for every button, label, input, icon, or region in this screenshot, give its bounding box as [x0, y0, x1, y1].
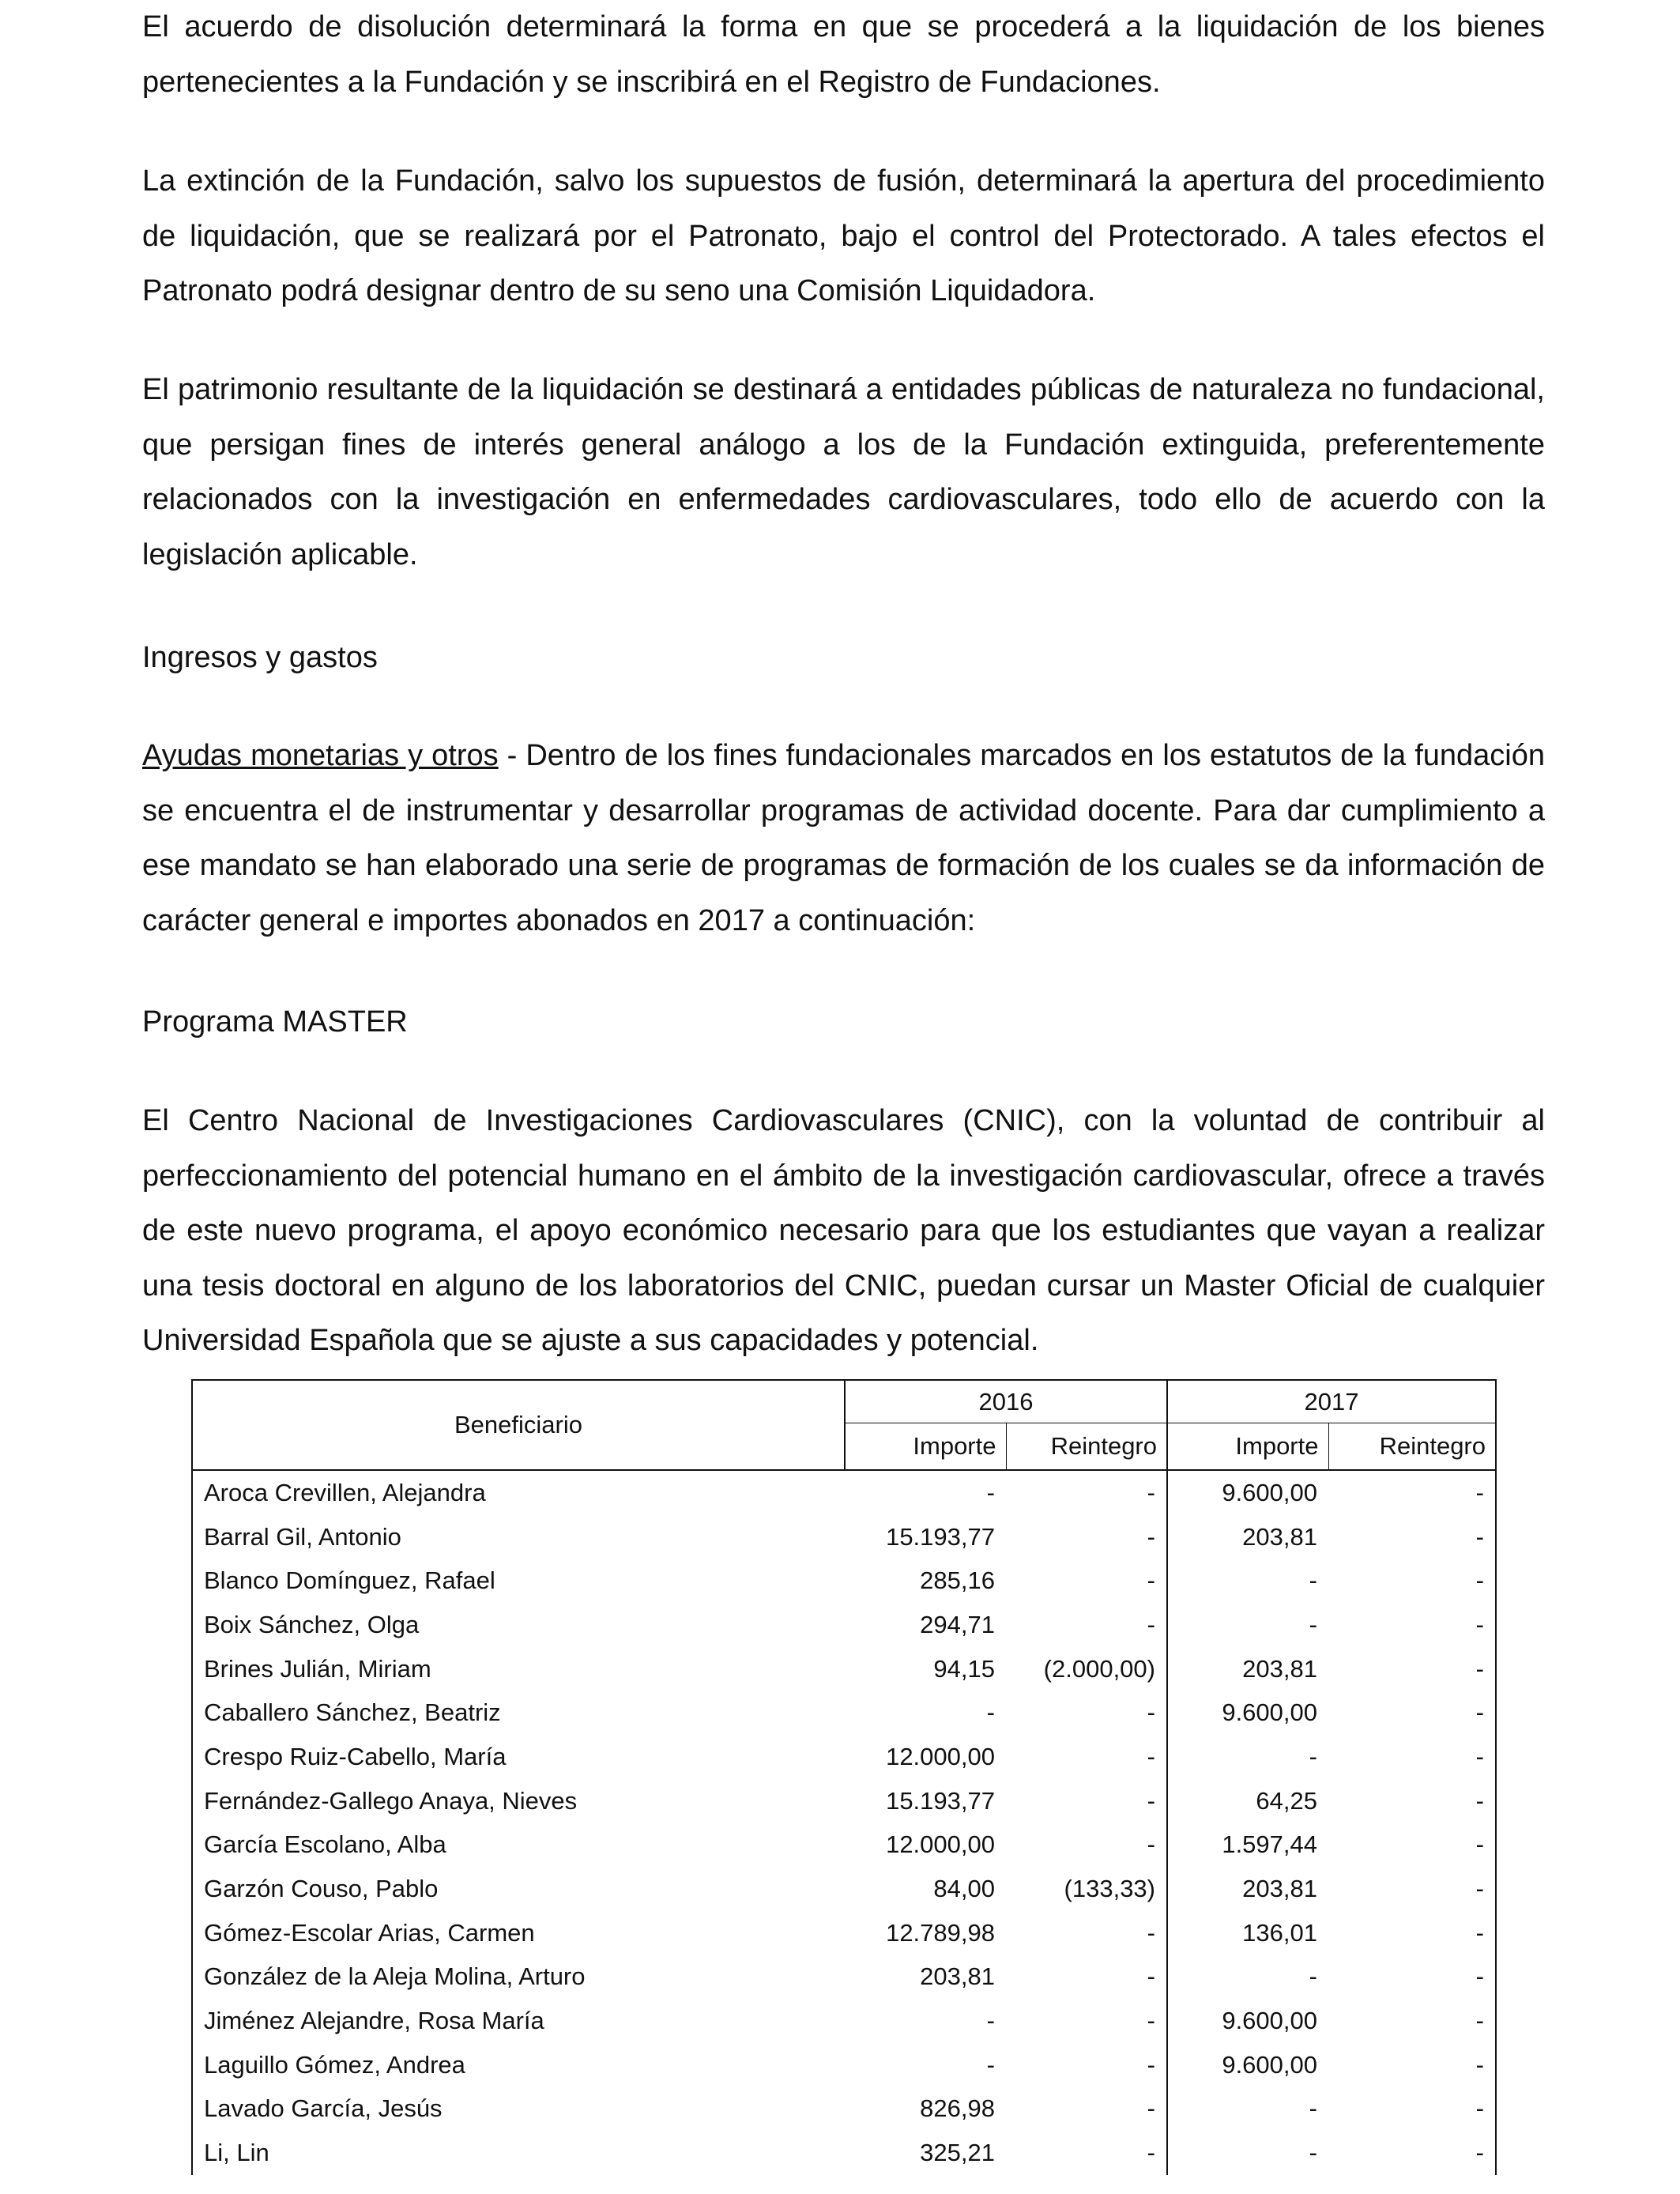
- cell-reintegro-2017: -: [1328, 1515, 1496, 1559]
- table-row: [192, 1515, 1496, 1559]
- cell-reintegro-2016: (2.000,00): [1006, 1647, 1167, 1691]
- cell-importe-2017: -: [1309, 1962, 1317, 1991]
- header-importe-2017: Importe: [1167, 1423, 1328, 1470]
- cell-beneficiario: Barral Gil, Antonio: [192, 1515, 845, 1559]
- cell-beneficiario: Brines Julián, Miriam: [192, 1647, 845, 1691]
- header-importe-2016: Importe: [845, 1423, 1006, 1470]
- section-heading-programa-master: Programa MASTER: [142, 1005, 408, 1039]
- cell-beneficiario: García Escolano, Alba: [192, 1823, 845, 1868]
- cell-importe-2017: 64,25: [1256, 1786, 1317, 1815]
- cell-beneficiario: Lavado García, Jesús: [192, 2087, 845, 2132]
- cell-beneficiario: Blanco Domínguez, Rafael: [192, 1559, 845, 1603]
- cell-reintegro-2016: -: [1006, 1691, 1167, 1735]
- cell-reintegro-2016: -: [1006, 1999, 1167, 2043]
- cell-beneficiario: Aroca Crevillen, Alejandra: [192, 1470, 845, 1515]
- cell-reintegro-2017: -: [1328, 1691, 1496, 1735]
- cell-reintegro-2016: -: [1006, 1735, 1167, 1779]
- cell-importe-2016: 294,71: [920, 1610, 995, 1638]
- section-heading-ingresos-gastos: Ingresos y gastos: [142, 641, 378, 674]
- cell-importe-2017: 9.600,00: [1222, 2050, 1317, 2079]
- cell-importe-2017: -: [1309, 1742, 1317, 1770]
- cell-reintegro-2016: -: [1006, 1470, 1167, 1515]
- cell-beneficiario: Fernández-Gallego Anaya, Nieves: [192, 1779, 845, 1823]
- cell-beneficiario: Li, Lin: [192, 2131, 845, 2175]
- header-reintegro-2017: Reintegro: [1328, 1423, 1496, 1470]
- paragraph-cnic-program: El Centro Nacional de Investigaciones Cardiovasculares (CNIC), con la voluntad de contribuir al perfeccionamiento del potencial humano en el ámbito de la investigación cardiovascular, ofrece a través de este nuevo programa, el apoyo económico necesario para que los estudiantes que vayan a realizar una tesis doctoral en alguno de los laboratorios del CNIC, puedan cursar un Master Oficial de cualquier Universidad Española que se ajuste a sus capacidades y potencial.: [142, 1104, 1545, 1357]
- header-year-2016: 2016: [845, 1380, 1167, 1423]
- cell-importe-2017: 9.600,00: [1222, 1698, 1317, 1727]
- cell-importe-2017: 9.600,00: [1222, 2007, 1317, 2035]
- cell-reintegro-2016: -: [1006, 2043, 1167, 2087]
- table-row: [192, 2087, 1496, 2132]
- cell-importe-2016: 84,00: [933, 1875, 995, 1903]
- cell-importe-2016: 826,98: [920, 2094, 995, 2123]
- cell-reintegro-2017: -: [1328, 1735, 1496, 1779]
- cell-importe-2016: -: [986, 1478, 995, 1506]
- cell-reintegro-2016: -: [1006, 2131, 1167, 2175]
- paragraph-patrimony: El patrimonio resultante de la liquidación se destinará a entidades públicas de naturaleza no fundacional, que persigan fines de interés general análogo a los de la Fundación extinguida, preferentemente relacionados con la investigación en enfermedades cardiovasculares, todo ello de acuerdo con la legislación aplicable.: [142, 373, 1545, 571]
- cell-beneficiario: Crespo Ruiz-Cabello, María: [192, 1735, 845, 1779]
- cell-importe-2017: -: [1309, 2139, 1317, 2167]
- cell-beneficiario: Boix Sánchez, Olga: [192, 1603, 845, 1647]
- cell-importe-2017: -: [1309, 2094, 1317, 2123]
- cell-reintegro-2017: -: [1328, 2087, 1496, 2132]
- table-header: [192, 1380, 1496, 1470]
- cell-reintegro-2016: (133,33): [1006, 1867, 1167, 1911]
- table-row: [192, 1470, 1496, 1515]
- cell-reintegro-2017: -: [1328, 1779, 1496, 1823]
- cell-importe-2017: 1.597,44: [1222, 1830, 1317, 1859]
- cell-reintegro-2017: -: [1328, 1823, 1496, 1868]
- cell-reintegro-2016: -: [1006, 1779, 1167, 1823]
- cell-reintegro-2016: -: [1006, 1515, 1167, 1559]
- cell-beneficiario: González de la Aleja Molina, Arturo: [192, 1955, 845, 2000]
- paragraph-ayudas: [142, 729, 1545, 948]
- cell-importe-2017: 203,81: [1242, 1654, 1317, 1683]
- cell-reintegro-2016: -: [1006, 1603, 1167, 1647]
- cell-reintegro-2017: -: [1328, 1999, 1496, 2043]
- cell-importe-2016: 12.000,00: [886, 1830, 995, 1859]
- table-row: [192, 1823, 1496, 1868]
- cell-importe-2017: 203,81: [1242, 1522, 1317, 1551]
- cell-importe-2016: -: [986, 1698, 995, 1727]
- cell-importe-2016: 15.193,77: [886, 1522, 995, 1551]
- cell-reintegro-2017: -: [1328, 1867, 1496, 1911]
- cell-reintegro-2016: -: [1006, 2087, 1167, 2132]
- header-year-2017: 2017: [1167, 1380, 1496, 1423]
- cell-importe-2016: 285,16: [920, 1566, 995, 1595]
- table-row: [192, 1691, 1496, 1735]
- cell-reintegro-2017: -: [1328, 1911, 1496, 1955]
- table-row: [192, 1603, 1496, 1647]
- paragraph-extinction: La extinción de la Fundación, salvo los supuestos de fusión, determinará la apertura del procedimiento de liquidación, que se realizará por el Patronato, bajo el control del Protectorado. A tales efectos el Patronato podrá designar dentro de su seno una Comisión Liquidadora.: [142, 164, 1545, 307]
- cell-beneficiario: Jiménez Alejandre, Rosa María: [192, 1999, 845, 2043]
- cell-reintegro-2017: -: [1328, 2043, 1496, 2087]
- beneficiaries-table: [191, 1379, 1497, 2175]
- ayudas-heading-underlined: Ayudas monetarias y otros: [142, 739, 499, 772]
- cell-reintegro-2016: -: [1006, 1911, 1167, 1955]
- table-row: [192, 1911, 1496, 1955]
- cell-importe-2016: 15.193,77: [886, 1786, 995, 1815]
- cell-importe-2016: 12.789,98: [886, 1918, 995, 1947]
- cell-importe-2016: 12.000,00: [886, 1742, 995, 1770]
- table-row: [192, 2043, 1496, 2087]
- table-row: [192, 1735, 1496, 1779]
- table-row: [192, 1867, 1496, 1911]
- table-row: [192, 1999, 1496, 2043]
- cell-importe-2016: 325,21: [920, 2139, 995, 2167]
- cell-beneficiario: Caballero Sánchez, Beatriz: [192, 1691, 845, 1735]
- header-beneficiario: Beneficiario: [192, 1380, 845, 1470]
- cell-reintegro-2017: -: [1328, 1559, 1496, 1603]
- cell-reintegro-2016: -: [1006, 1955, 1167, 2000]
- ayudas-text: - Dentro de los fines fundacionales marcados en los estatutos de la fundación se encuentra el de instrumentar y desarrollar programas de actividad docente. Para dar cumplimiento a ese mandato se han elaborado una serie de programas de formación de los cuales se da información de carácter general e importes abonados en 2017 a continuación:: [142, 739, 1545, 937]
- cell-reintegro-2016: -: [1006, 1823, 1167, 1868]
- cell-reintegro-2017: -: [1328, 1470, 1496, 1515]
- cell-importe-2016: -: [986, 2050, 995, 2079]
- cell-beneficiario: Gómez-Escolar Arias, Carmen: [192, 1911, 845, 1955]
- cell-importe-2017: 203,81: [1242, 1875, 1317, 1903]
- table-row: [192, 1647, 1496, 1691]
- cell-beneficiario: Garzón Couso, Pablo: [192, 1867, 845, 1911]
- table-row: [192, 1955, 1496, 2000]
- cell-beneficiario: Laguillo Gómez, Andrea: [192, 2043, 845, 2087]
- cell-importe-2016: 94,15: [933, 1654, 995, 1683]
- cell-importe-2016: 203,81: [920, 1962, 995, 1991]
- table-body: [192, 1470, 1496, 2175]
- cell-importe-2017: 9.600,00: [1222, 1478, 1317, 1506]
- table-row: [192, 1559, 1496, 1603]
- cell-reintegro-2016: -: [1006, 1559, 1167, 1603]
- cell-importe-2017: -: [1309, 1610, 1317, 1638]
- paragraph-dissolution: El acuerdo de disolución determinará la forma en que se procederá a la liquidación de los bienes pertenecientes a la Fundación y se inscribirá en el Registro de Fundaciones.: [142, 10, 1545, 99]
- cell-importe-2016: -: [986, 2007, 995, 2035]
- table-row: [192, 2131, 1496, 2175]
- cell-reintegro-2017: -: [1328, 1955, 1496, 2000]
- cell-reintegro-2017: -: [1328, 2131, 1496, 2175]
- header-reintegro-2016: Reintegro: [1006, 1423, 1167, 1470]
- cell-importe-2017: -: [1309, 1566, 1317, 1595]
- cell-reintegro-2017: -: [1328, 1647, 1496, 1691]
- cell-importe-2017: 136,01: [1242, 1918, 1317, 1947]
- cell-reintegro-2017: -: [1328, 1603, 1496, 1647]
- table-row: [192, 1779, 1496, 1823]
